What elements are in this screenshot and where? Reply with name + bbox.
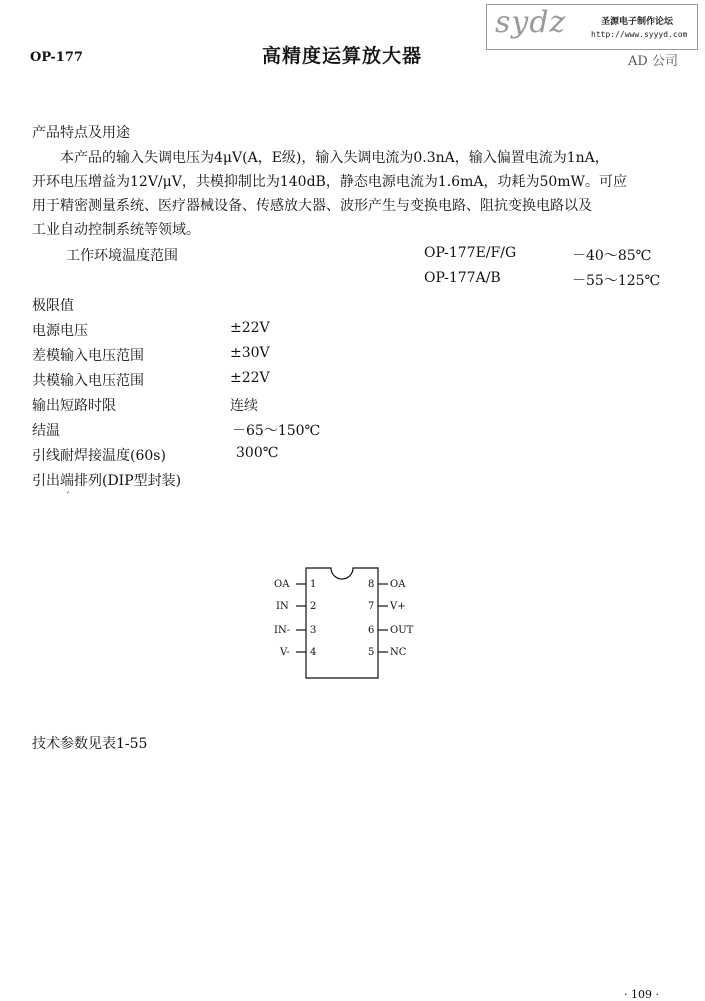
limit-label: 共模输入电压范围	[32, 373, 144, 389]
pin-label: OA	[390, 579, 406, 590]
features-heading: 产品特点及用途	[32, 125, 130, 141]
pin-label: OA	[274, 579, 290, 590]
temp-model: OP-177E/F/G	[424, 245, 517, 261]
reference-note: 技术参数见表1-55	[32, 736, 148, 752]
pin-number: 3	[310, 625, 317, 636]
pinout-heading: 引出端排列(DIP型封装)	[32, 473, 182, 489]
features-line: 工业自动控制系统等领域。	[32, 222, 200, 238]
limit-value: －65～150℃	[232, 423, 321, 439]
temp-range: －55～125℃	[572, 273, 661, 289]
limit-label: 电源电压	[32, 323, 88, 339]
part-number: OP-177	[30, 50, 83, 65]
limit-value: 300℃	[236, 445, 279, 461]
temp-range-label: 工作环境温度范围	[66, 248, 178, 264]
pin-label: IN	[276, 601, 289, 612]
pin-label: OUT	[390, 625, 414, 636]
pin-number: 1	[310, 579, 317, 590]
watermark-logo: sydz	[495, 5, 567, 40]
watermark-forum: 圣源电子制作论坛	[601, 17, 674, 27]
left-pin	[274, 625, 316, 636]
limit-label: 结温	[32, 423, 60, 439]
page-title: 高精度运算放大器	[262, 45, 423, 67]
pin-number: 5	[368, 647, 375, 658]
left-pin	[276, 601, 316, 612]
limits-heading: 极限值	[32, 298, 74, 314]
pin-number: 6	[368, 625, 375, 636]
limit-value: ±22V	[230, 370, 270, 386]
right-pin	[368, 625, 414, 636]
features-line: 开环电压增益为12V/μV，共模抑制比为140dB，静态电源电流为1.6mA，功耗为50mW。可应	[32, 174, 627, 190]
limit-label: 差模输入电压范围	[32, 348, 144, 364]
pin-label: IN-	[274, 625, 291, 636]
limit-value: 连续	[230, 398, 258, 414]
watermark-url: http://www.syyyd.com	[591, 30, 688, 39]
left-pin	[274, 579, 316, 590]
temp-model: OP-177A/B	[424, 270, 501, 286]
right-pin	[368, 601, 406, 612]
company-name: AD 公司	[628, 54, 678, 69]
features-line: 本产品的输入失调电压为4μV(A，E级)，输入失调电流为0.3nA，输入偏置电流为1nA，	[60, 150, 609, 166]
page-number: · 109 ·	[624, 988, 659, 1001]
features-line: 用于精密测量系统、医疗器械设备、传感放大器、波形产生与变换电路、阻抗变换电路以及	[32, 198, 592, 214]
limit-label: 引线耐焊接温度(60s)	[32, 448, 166, 464]
watermark-box	[486, 4, 698, 50]
right-pin	[368, 647, 407, 658]
dip-package-svg	[262, 560, 422, 690]
pin-number: 2	[310, 601, 317, 612]
pin-label: V-	[280, 647, 290, 658]
dip-package-diagram	[262, 560, 422, 690]
pin-number: 4	[310, 647, 317, 658]
features-paragraph	[32, 146, 692, 242]
pin-number: 8	[368, 579, 375, 590]
pin-number: 7	[368, 601, 375, 612]
pin-label: NC	[390, 647, 407, 658]
left-pin	[279, 647, 316, 658]
temp-range: －40～85℃	[572, 248, 652, 264]
right-pin	[368, 579, 406, 590]
stray-mark: ˊ	[65, 492, 70, 503]
limit-label: 输出短路时限	[32, 398, 116, 414]
limit-value: ±22V	[230, 320, 270, 336]
pin-label: V+	[390, 601, 406, 612]
limit-value: ±30V	[230, 345, 270, 361]
